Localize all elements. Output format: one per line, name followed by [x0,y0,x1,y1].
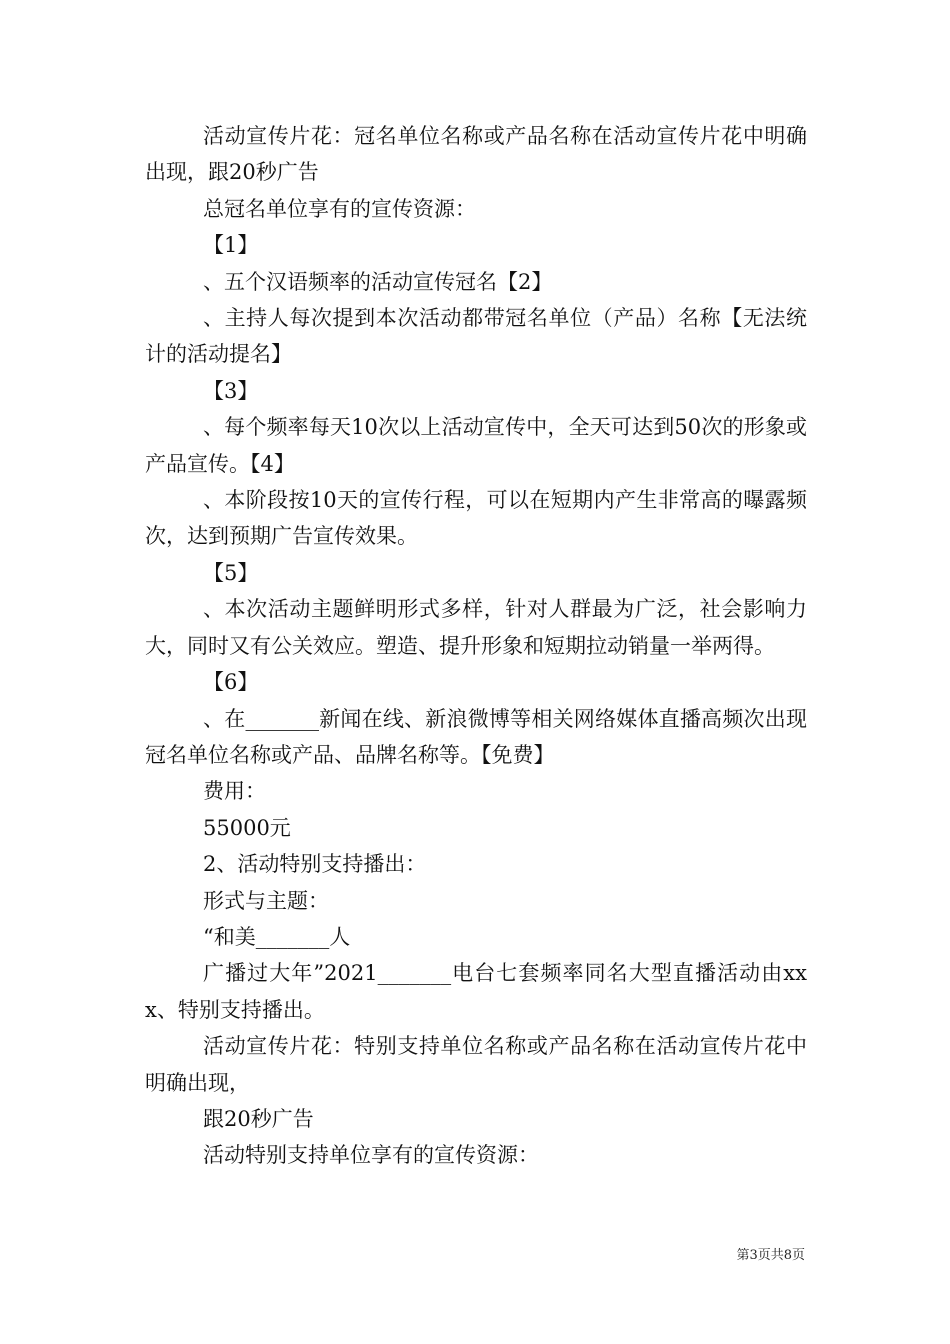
paragraph-10: 、本次活动主题鲜明形式多样，针对人群最为广泛，社会影响力大，同时又有公关效应。塑造、提升形象和短期拉动销量一举两得。 [145,597,807,658]
paragraph-7: 、每个频率每天10次以上活动宣传中，全天可达到50次的形象或产品宣传。【4】 [145,415,807,476]
paragraph-15: 2、活动特别支持播出： [203,852,427,877]
paragraph-6: 【3】 [203,378,259,403]
paragraph-21: 活动特别支持单位享有的宣传资源： [203,1143,539,1168]
paragraph-12: 、在_______新闻在线、新浪微博等相关网络媒体直播高频次出现冠名单位名称或产品、品牌名称等。【免费】 [145,706,807,767]
document-body [145,118,807,1174]
paragraph-3: 【1】 [203,233,259,258]
paragraph-20: 跟20秒广告 [203,1106,314,1131]
paragraph-13: 费用： [203,779,266,804]
paragraph-11: 【6】 [203,670,259,695]
paragraph-18: 广播过大年”2021_______电台七套频率同名大型直播活动由xxx、特别支持播出。 [145,961,807,1022]
paragraph-17: “和美_______人 [203,924,351,949]
paragraph-19: 活动宣传片花：特别支持单位名称或产品名称在活动宣传片花中明确出现， [145,1034,807,1095]
paragraph-4: 、五个汉语频率的活动宣传冠名【2】 [203,269,553,294]
paragraph-8: 、本阶段按10天的宣传行程，可以在短期内产生非常高的曝露频次，达到预期广告宣传效果。 [145,488,807,549]
paragraph-16: 形式与主题： [203,888,329,913]
paragraph-9: 【5】 [203,560,259,585]
page-number: 第3页共8页 [736,1248,805,1263]
paragraph-14: 55000元 [203,815,291,840]
paragraph-5: 、主持人每次提到本次活动都带冠名单位（产品）名称【无法统计的活动提名】 [145,306,807,367]
paragraph-1: 活动宣传片花：冠名单位名称或产品名称在活动宣传片花中明确出现，跟20秒广告 [145,124,807,185]
paragraph-2: 总冠名单位享有的宣传资源： [203,196,476,221]
